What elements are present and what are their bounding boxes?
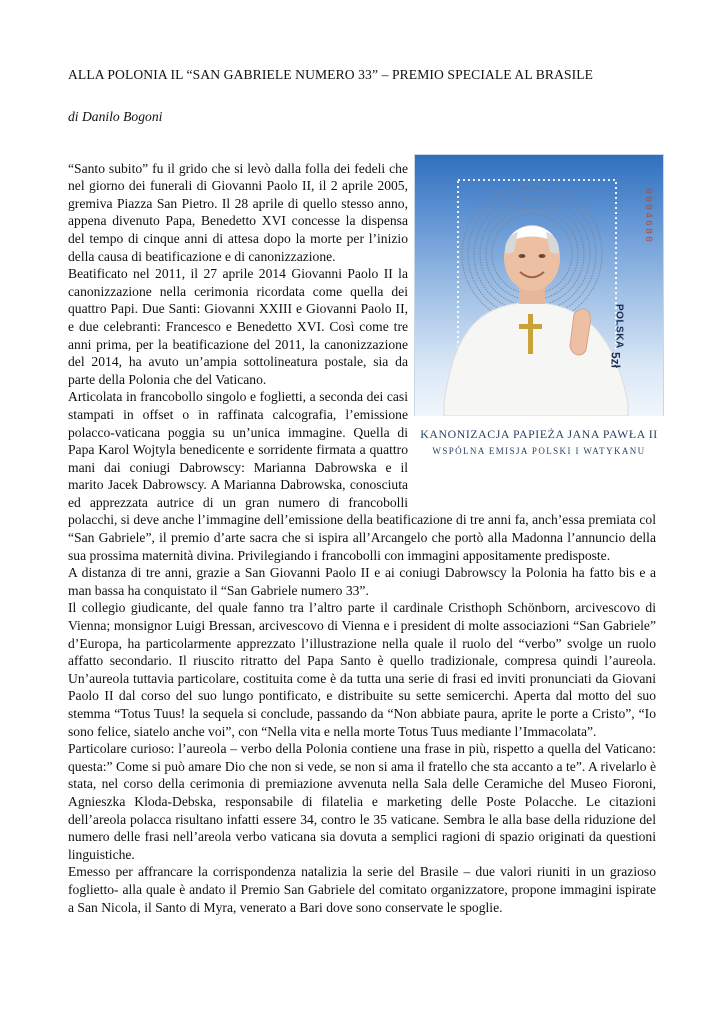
stamp-souvenir-sheet — [414, 154, 664, 496]
paragraph: Emesso per affrancare la corrispondenza natalizia la serie del Brasile – due valori riuniti in un grazioso foglietto- alla quale è andato il Premio San Gabriele del comitato organizzatore, propone immagini ispirate a San Nicola, il Santo di Myra, venerato a Bari dove sono conservate le spoglie. — [68, 864, 656, 915]
stamp-serial-number: 0004680 — [642, 187, 653, 244]
stamp-caption-subtitle: WSPÓLNA EMISJA POLSKI I WATYKANU — [432, 445, 646, 456]
paragraph: Beatificato nel 2011, il 27 aprile 2014 Giovanni Paolo II la canonizzazione nella cerimonia ricordata come quella dei quattro Papi. Due Santi: Giovanni XXIII e Giovanni Paolo II, e due celebranti: Francesco e Benedetto XVI. Così come tre anni prima, per la beatificazione del 2011, la canonizzazione del 2014, ha avuto un’ampia sottolineatura postale, sia da parte della Polonia che del Vaticano. — [68, 266, 408, 387]
article-body — [68, 160, 656, 917]
paragraph: Particolare curioso: l’aureola – verbo della Polonia contiene una frase in più, rispetto a quella del Vaticano: questa:” Come si può amare Dio che non si vede, se non si ama il fratello che sta accanto a te”. A rivelarlo è stata, nel corso della cerimonia di premiazione avvenuta nella Sala delle Ceramiche del Museo Fioroni, Agnieszka Kloda-Debska, responsabile di filatelia e marketing delle Poste Polacche. Le citazioni dell’areola polacca risultano infatti essere 34, contro le 35 vaticane. Sembra le alla base della riduzione del numero delle frasi nell’areola verbo vaticana sia dovuta a semplici ragioni di spazio originati da questioni linguistiche. — [68, 741, 656, 862]
paragraph: A distanza di tre anni, grazie a San Giovanni Paolo II e ai coniugi Dabrowscy la Polonia ha fatto bis e a man bassa ha conquistato il “San Gabriele numero 33”. — [68, 565, 656, 598]
article-title: ALLA POLONIA IL “SAN GABRIELE NUMERO 33” – PREMIO SPECIALE AL BRASILE — [68, 67, 594, 82]
paragraph: “Santo subito” fu il grido che si levò dalla folla dei fedeli che nel giorno dei funerali di Giovanni Paolo II, il 2 aprile 2005, gremiva Piazza San Pietro. Il 28 aprile di quello stesso anno, appena divenuto Papa, Benedetto XVI concesse la dispensa del tempo di cinque anni di attesa dopo la morte per l’inizio della causa di beatificazione e di canonizzazione. — [68, 160, 408, 264]
article-author: di Danilo Bogoni — [68, 109, 163, 124]
stamp-country: POLSKA — [613, 303, 625, 349]
paragraph: Articolata in francobollo singolo e foglietti, a seconda dei casi stampati in offset o in raffinata calcografia, l’emissione polacco-vaticana poggia su un’unica immagine. Quella di Papa Karol Wojtyla benedicente e sorridente firmata a quattro mani dai coniugi Dabrowscy: Marianna Dabrowska e il marito Jacek Dabrowscy. A Marianna Dabrowska, conosciuta ed apprezzata autrice di un gran numero di francobolli polacchi, si deve anche l’immagine dell’emissione della beatificazione di tre anni fa, anch’essa premiata col “San Gabriele”, il premio d’arte sacra che si ispira all’Arcangelo che portò alla Madonna l’annuncio della sua prossima maternità divina. Privilegiando i francobolli con immagini appositamente predisposte. — [68, 389, 656, 563]
stamp-value: 5zł — [608, 351, 623, 368]
stamp-caption-title: KANONIZACJA PAPIEŻA JANA PAWŁA II — [420, 426, 658, 441]
paragraph: Il collegio giudicante, del quale fanno tra l’altro parte il cardinale Cristhoph Schönborn, arcivescovo di Vienna; monsignor Luigi Bressan, arcivescovo di Vienna e i president di molte associazioni “San Gabriele” d’Europa, ha particolarmente apprezzato l’illustrazione nella quale il ruolo del “verbo” svolge un ruolo affatto secondario. Il riuscito ritratto del Papa Santo è quello tradizionale, compresa quindi l’aureola. Un’aureola tuttavia particolare, costituita come è da tutta una serie di frasi ed inviti pronunciati da Giovani Paolo II dal corso del suo lungo pontificato, e distribuite su sette semicerchi. Aperta dal motto del suo stemma “Totus Tuus! la sequela si conclude, passando da “Non abbiate paura, aprite le porte a Cristo”, “Io sono felice, siatelo anche voi”, con “Nella vita e nella morte Totus Tuus mediante l’Immacolata”. — [68, 600, 656, 739]
article — [68, 66, 656, 916]
